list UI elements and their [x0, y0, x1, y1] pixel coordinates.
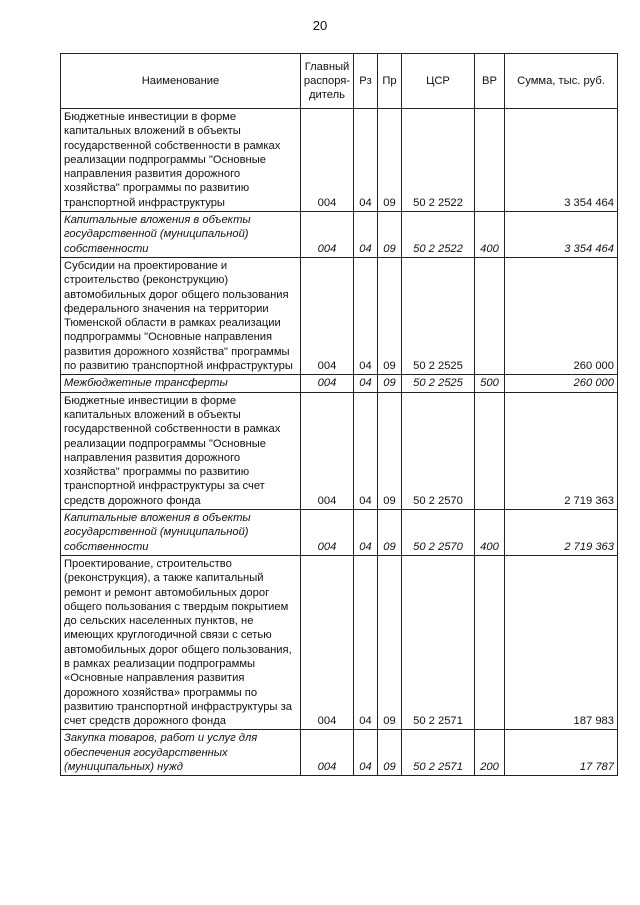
- row-csr: 50 2 2525: [402, 375, 475, 392]
- header-row: [61, 54, 618, 109]
- row-name: Бюджетные инвестиции в форме капитальных вложений в объекты государственной собственности в рамках реализации подпрограммы "Основные направления развития дорожного хозяйства" программы по развитию транспортной инфраструктуры за счет средств дорожного фонда: [61, 392, 301, 509]
- row-name: Межбюджетные трансферты: [61, 375, 301, 392]
- row-sum: 17 787: [505, 730, 618, 776]
- row-rz: 04: [354, 730, 378, 776]
- row-sum: 2 719 363: [505, 392, 618, 509]
- row-grbs: 004: [301, 257, 354, 374]
- row-vr: 200: [475, 730, 505, 776]
- row-rz: 04: [354, 109, 378, 212]
- row-grbs: 004: [301, 109, 354, 212]
- table-row: [61, 510, 618, 556]
- row-vr: [475, 392, 505, 509]
- row-pr: 09: [378, 257, 402, 374]
- row-vr: [475, 555, 505, 730]
- header-csr: ЦСР: [402, 54, 475, 109]
- row-grbs: 004: [301, 510, 354, 556]
- row-sum: 3 354 464: [505, 109, 618, 212]
- header-sum: Сумма, тыс. руб.: [505, 54, 618, 109]
- row-sum: 2 719 363: [505, 510, 618, 556]
- row-name: Капитальные вложения в объекты государственной (муниципальной) собственности: [61, 510, 301, 556]
- row-sum: 260 000: [505, 257, 618, 374]
- row-pr: 09: [378, 375, 402, 392]
- header-vr: ВР: [475, 54, 505, 109]
- row-rz: 04: [354, 555, 378, 730]
- header-pr: Пр: [378, 54, 402, 109]
- row-rz: 04: [354, 375, 378, 392]
- table-row: [61, 392, 618, 509]
- row-csr: 50 2 2570: [402, 392, 475, 509]
- row-pr: 09: [378, 212, 402, 258]
- row-name: Капитальные вложения в объекты государственной (муниципальной) собственности: [61, 212, 301, 258]
- row-name: Бюджетные инвестиции в форме капитальных вложений в объекты государственной собственности в рамках реализации подпрограммы "Основные направления развития дорожного хозяйства" программы по развитию транспортной инфраструктуры: [61, 109, 301, 212]
- table-row: [61, 375, 618, 392]
- row-grbs: 004: [301, 375, 354, 392]
- row-sum: 260 000: [505, 375, 618, 392]
- row-grbs: 004: [301, 730, 354, 776]
- row-csr: 50 2 2522: [402, 212, 475, 258]
- row-vr: [475, 109, 505, 212]
- row-csr: 50 2 2571: [402, 555, 475, 730]
- row-sum: 3 354 464: [505, 212, 618, 258]
- row-vr: [475, 257, 505, 374]
- header-grbs: Главный распоря-дитель: [301, 54, 354, 109]
- row-name: Закупка товаров, работ и услуг для обеспечения государственных (муниципальных) нужд: [61, 730, 301, 776]
- header-rz: Рз: [354, 54, 378, 109]
- row-rz: 04: [354, 510, 378, 556]
- row-grbs: 004: [301, 392, 354, 509]
- row-pr: 09: [378, 392, 402, 509]
- row-pr: 09: [378, 510, 402, 556]
- row-grbs: 004: [301, 212, 354, 258]
- row-pr: 09: [378, 730, 402, 776]
- row-pr: 09: [378, 109, 402, 212]
- row-name: Проектирование, строительство (реконструкция), а также капитальный ремонт и ремонт автомобильных дорог общего пользования с твердым покрытием до сельских населенных пунктов, не имеющих круглогодичной связи с сетью автомобильных дорог общего пользования, в рамках реализации подпрограммы «Основные направления развития дорожного хозяйства» программы по развитию транспортной инфраструктуры за счет средств дорожного фонда: [61, 555, 301, 730]
- row-grbs: 004: [301, 555, 354, 730]
- row-vr: 400: [475, 212, 505, 258]
- row-vr: 400: [475, 510, 505, 556]
- table-row: [61, 730, 618, 776]
- row-csr: 50 2 2525: [402, 257, 475, 374]
- row-csr: 50 2 2522: [402, 109, 475, 212]
- row-name: Субсидии на проектирование и строительство (реконструкцию) автомобильных дорог общего пользования федерального значения на территории Тюменской области в рамках реализации подпрограммы "Основные направления развития дорожного хозяйства" программы по развитию транспортной инфраструктуры: [61, 257, 301, 374]
- row-csr: 50 2 2571: [402, 730, 475, 776]
- table-row: [61, 257, 618, 374]
- table-row: [61, 555, 618, 730]
- table-row: [61, 212, 618, 258]
- row-sum: 187 983: [505, 555, 618, 730]
- row-rz: 04: [354, 392, 378, 509]
- row-vr: 500: [475, 375, 505, 392]
- header-name: Наименование: [61, 54, 301, 109]
- table-row: [61, 109, 618, 212]
- row-rz: 04: [354, 212, 378, 258]
- budget-table: [60, 53, 618, 776]
- row-csr: 50 2 2570: [402, 510, 475, 556]
- page-number: 20: [312, 18, 328, 33]
- row-rz: 04: [354, 257, 378, 374]
- row-pr: 09: [378, 555, 402, 730]
